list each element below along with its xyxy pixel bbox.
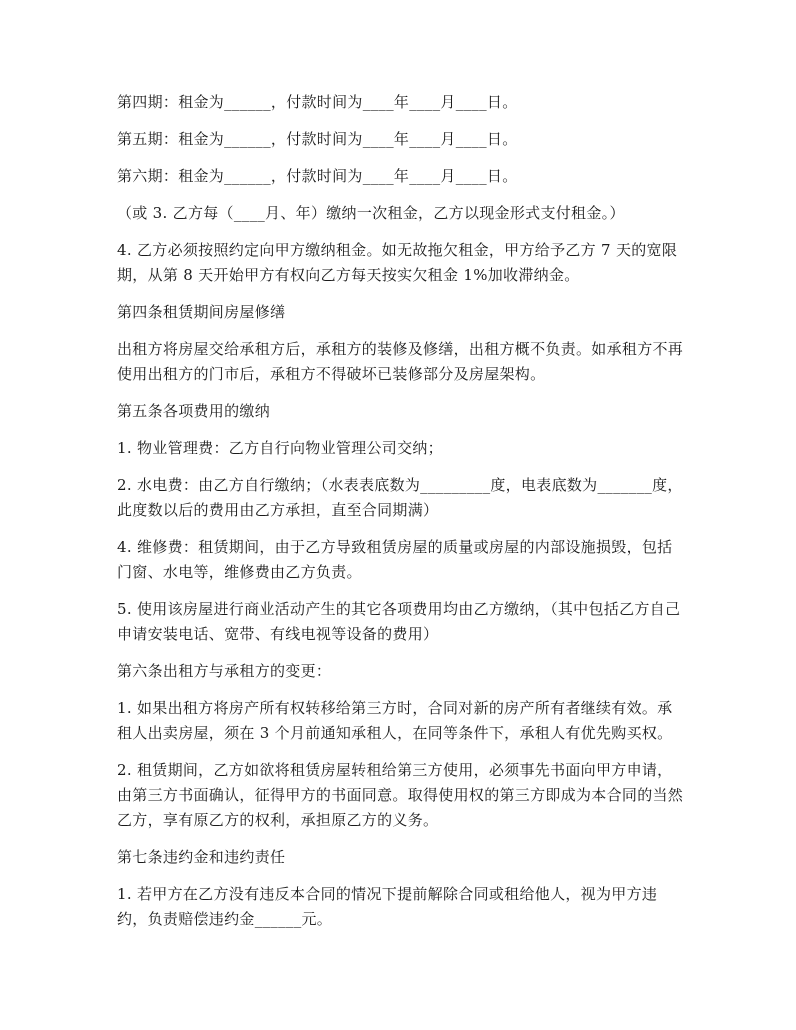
heading-article-4: 第四条租赁期间房屋修缮 (117, 303, 286, 321)
paragraph-repairs: 出租方将房屋交给承租方后，承租方的装修及修缮，出租方概不负责。如承租方不再使用出租方的门市后，承租方不得破坏已装修部分及房屋架构。 (117, 340, 684, 383)
paragraph-utilities: 2. 水电费：由乙方自行缴纳；（水表表底数为_________度，电表底数为_______度，此度数以后的费用由乙方承担，直至合同期满） (117, 476, 683, 519)
paragraph-breach-penalty: 1. 若甲方在乙方没有违反本合同的情况下提前解除合同或租给他人，视为甲方违约，负责赔偿违约金______元。 (117, 885, 658, 928)
heading-article-7: 第七条违约金和违约责任 (117, 848, 286, 866)
paragraph-payment-alternative: （或 3. 乙方每（____月、年）缴纳一次租金，乙方以现金形式支付租金。） (117, 204, 625, 222)
heading-article-5: 第五条各项费用的缴纳 (117, 402, 271, 420)
paragraph-installment-4: 第四期：租金为______，付款时间为____年____月____日。 (117, 93, 518, 111)
paragraph-commercial-fees: 5. 使用该房屋进行商业活动产生的其它各项费用均由乙方缴纳，（其中包括乙方自己申请安装电话、宽带、有线电视等设备的费用） (117, 600, 681, 643)
paragraph-maintenance: 4. 维修费：租赁期间，由于乙方导致租赁房屋的质量或房屋的内部设施损毁，包括门窗、水电等，维修费由乙方负责。 (117, 538, 673, 581)
paragraph-property-fee: 1. 物业管理费：乙方自行向物业管理公司交纳； (117, 439, 443, 457)
paragraph-installment-5: 第五期：租金为______，付款时间为____年____月____日。 (117, 130, 518, 148)
paragraph-ownership-transfer: 1. 如果出租方将房产所有权转移给第三方时，合同对新的房产所有者继续有效。承租人出卖房屋，须在 3 个月前通知承租人，在同等条件下，承租人有优先购买权。 (117, 699, 673, 742)
paragraph-sublease: 2. 租赁期间，乙方如欲将租赁房屋转租给第三方使用，必须事先书面向甲方申请，由第三方书面确认，征得甲方的书面同意。取得使用权的第三方即成为本合同的当然乙方，享有原乙方的权利，承担原乙方的义务。 (117, 761, 684, 829)
paragraph-installment-6: 第六期：租金为______，付款时间为____年____月____日。 (117, 167, 518, 185)
heading-article-6: 第六条出租方与承租方的变更： (117, 662, 332, 680)
paragraph-late-fee: 4. 乙方必须按照约定向甲方缴纳租金。如无故拖欠租金，甲方给予乙方 7 天的宽限期，从第 8 天开始甲方有权向乙方每天按实欠租金 1%加收滞纳金。 (117, 241, 678, 284)
